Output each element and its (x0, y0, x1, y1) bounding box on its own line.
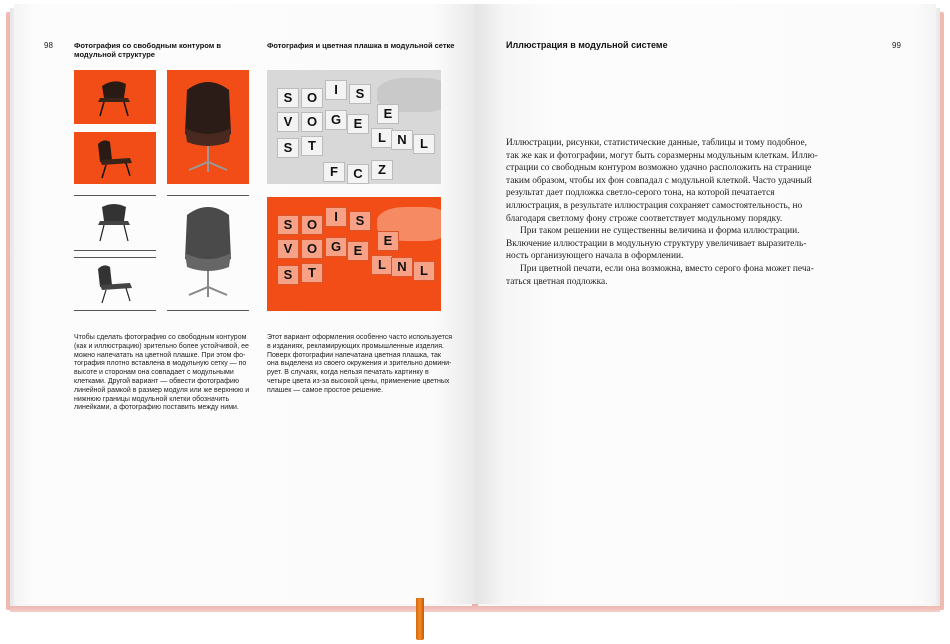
heading-photo-color-plate: Фотография и цветная плашка в модульной сетке (267, 41, 455, 50)
letter-tile: N (391, 257, 413, 277)
page-number-left: 98 (44, 41, 53, 50)
caption-text: Чтобы сделать фотографию со свободным контуром (как и иллюстрацию) зрительно более устойчивой, ее можно напечатать на цветной плашке. При этом фотография плотно вставлена в модульную сетку — по высоте и сторонам она совпадает с модульными клетками. Другой вариант — обвести фотографию линейной рамкой в размер модуля или же верхнюю и нижнюю границы модульной клетки обозначить линейками, а фотографию поставить между ними. (74, 334, 250, 412)
chair-icon (74, 132, 156, 184)
letter-tile: S (349, 84, 371, 104)
module-rule (74, 257, 156, 258)
letter-tile: L (413, 261, 435, 281)
letter-tile: L (371, 128, 393, 148)
body-text (506, 137, 818, 288)
armchair-image-lined (167, 197, 249, 309)
letter-tile: T (301, 263, 323, 283)
letter-tile: F (323, 162, 345, 182)
letter-tile: N (391, 130, 413, 150)
letter-tile: S (277, 88, 299, 108)
caption-color-plate (267, 334, 453, 396)
caption-text: Этот вариант оформления особенно часто используется в изданиях, рекламирующих промышленные изделия. Поверх фотографии напечатана цветная плашка, так она выделена из своего окружения и зрительно доминирует. В случаях, когда нельзя печатать картинку в четыре цвета из-за высокой цены, применение цветных плашек — самое простое решение. (267, 334, 453, 394)
letter-tile: S (277, 138, 299, 158)
armchair-icon (167, 197, 249, 309)
module-rule (74, 195, 156, 196)
letter-tile: O (301, 112, 323, 132)
chair-icon (74, 259, 156, 309)
letter-tile: G (325, 237, 347, 257)
page-number-right: 99 (892, 41, 901, 50)
letter-tile: C (347, 164, 369, 184)
letter-tile: O (301, 239, 323, 259)
chair-image-orange-2 (74, 132, 156, 184)
right-page (475, 4, 936, 604)
letter-tile: L (413, 134, 435, 154)
letter-tile: V (277, 239, 299, 259)
caption-freeform-photo (74, 334, 254, 413)
letter-tile: G (325, 110, 347, 130)
chair-image-lined-2 (74, 259, 156, 309)
letter-tile: S (349, 211, 371, 231)
heading-freeform-photo: Фотография со свободным контуром в модульной структуре (74, 41, 222, 59)
chair-icon (74, 197, 156, 249)
letter-tiles-photo (267, 70, 441, 184)
letter-tile: E (377, 104, 399, 124)
armchair-icon (167, 70, 249, 184)
left-page (14, 4, 475, 604)
letter-tile: Z (371, 160, 393, 180)
module-rule (74, 250, 156, 251)
paragraph: Иллюстрации, рисунки, статистические данные, таблицы и тому подобное, так же как и фотографии, могут быть соразмерны модульным клеткам. Иллюстрации со свободным контуром возможно удачно расположить на странице таким образом, чтобы их фон совпадал с модульной клеткой. Часто удачный результат дает подложка светло-серого тона, на которой печатается иллюстрация, в результате иллюстрация сохраняет самостоятельность, но благодаря светлому фону строже соответствует модульному порядку. (506, 138, 818, 224)
paragraph: При цветной печати, если она возможна, вместо серого фона может печататься цветная подложка. (506, 263, 814, 287)
letter-tile: E (347, 114, 369, 134)
letter-tile: O (301, 88, 323, 108)
page-title: Иллюстрация в модульной системе (506, 40, 668, 50)
letter-tile: E (347, 241, 369, 261)
letter-tile: O (301, 215, 323, 235)
letter-tile: L (371, 255, 393, 275)
armchair-image-orange (167, 70, 249, 184)
chair-icon (74, 70, 156, 124)
module-rule (167, 195, 249, 196)
letter-tile: V (277, 112, 299, 132)
letter-tile: T (301, 136, 323, 156)
chair-image-lined-1 (74, 197, 156, 249)
letter-tile: S (277, 265, 299, 285)
letter-tile: I (325, 80, 347, 100)
chair-image-orange-1 (74, 70, 156, 124)
letter-tile: E (377, 231, 399, 251)
letter-tile: S (277, 215, 299, 235)
letter-tiles-photo-orange (267, 197, 441, 311)
module-rule (167, 310, 249, 311)
module-rule (74, 310, 156, 311)
paragraph: При таком решении не существенны величина и форма иллюстрации. Включение иллюстрации в модульную структуру увеличивает выразительность организующего начала в оформлении. (506, 226, 807, 262)
ribbon-bookmark (416, 598, 424, 640)
letter-tile: I (325, 207, 347, 227)
